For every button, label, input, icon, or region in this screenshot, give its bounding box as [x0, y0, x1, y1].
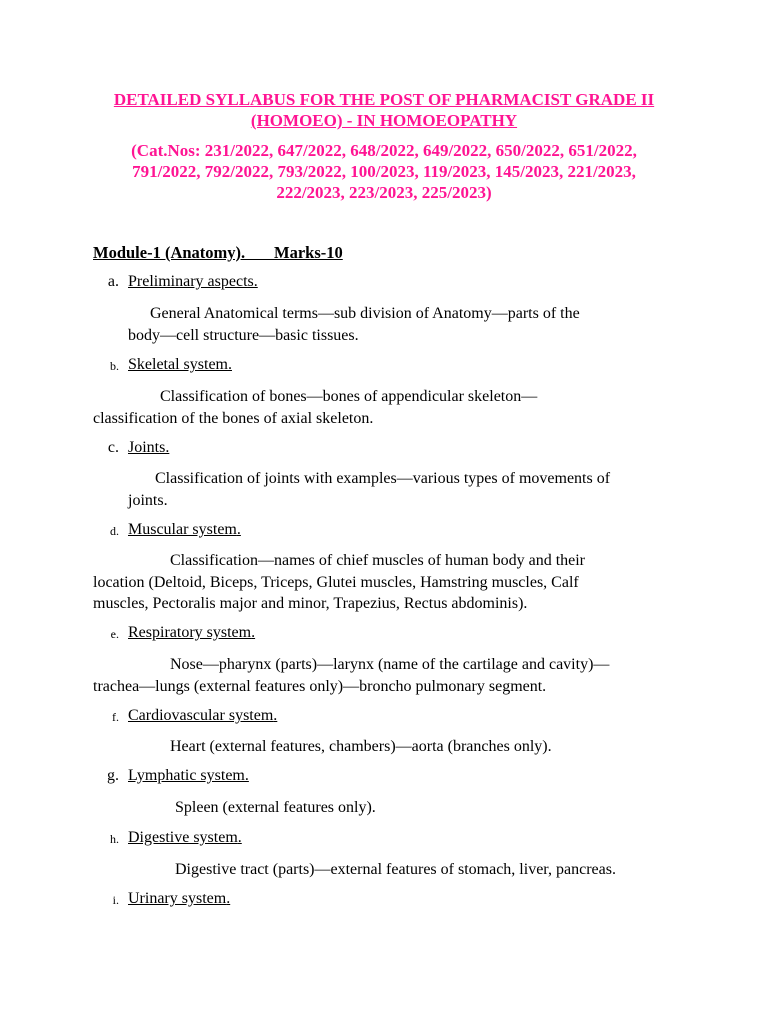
- item-label: Joints.: [128, 439, 170, 456]
- text-line: Classification of bones—bones of appendicular skeleton—: [160, 388, 538, 405]
- item-label: Lymphatic system.: [128, 767, 249, 784]
- list-item-heading: [0, 356, 768, 376]
- item-marker: b.: [110, 359, 119, 373]
- item-label: Digestive system.: [128, 829, 242, 846]
- text-line: Spleen (external features only).: [175, 799, 376, 816]
- item-label: Cardiovascular system.: [128, 707, 278, 724]
- item-label: Skeletal system.: [128, 356, 232, 373]
- item-description: [93, 654, 753, 697]
- text-line: Heart (external features, chambers)—aorta (branches only).: [170, 738, 552, 755]
- title-line-1: DETAILED SYLLABUS FOR THE POST OF PHARMACIST GRADE II: [113, 90, 655, 109]
- text-line: General Anatomical terms—sub division of Anatomy—parts of the: [150, 305, 580, 322]
- item-marker: f.: [112, 710, 119, 724]
- item-marker: i.: [112, 893, 119, 907]
- text-line: Classification—names of chief muscles of human body and their: [170, 552, 586, 569]
- text-line: trachea—lungs (external features only)—broncho pulmonary segment.: [93, 677, 547, 695]
- list-item-heading: [0, 707, 768, 727]
- catnos-line-2: 791/2022, 792/2022, 793/2022, 100/2023, 119/2023, 145/2023, 221/2023,: [132, 162, 636, 181]
- text-line: joints.: [128, 491, 168, 509]
- item-description: [128, 468, 758, 511]
- list-item-heading: [0, 273, 768, 293]
- item-description: [93, 550, 753, 615]
- item-description: [93, 386, 733, 429]
- item-marker: d.: [110, 524, 119, 538]
- item-marker: h.: [110, 832, 119, 846]
- list-item-heading: [0, 624, 768, 644]
- text-line: body—cell structure—basic tissues.: [128, 326, 359, 344]
- item-label: Preliminary aspects.: [128, 273, 258, 290]
- document-title: [0, 89, 768, 131]
- item-description: [175, 797, 735, 819]
- catnos-line-3: 222/2023, 223/2023, 225/2023): [276, 183, 492, 202]
- text-line: Digestive tract (parts)—external features of stomach, liver, pancreas.: [175, 861, 616, 878]
- list-item-heading: [0, 767, 768, 787]
- list-item-heading: [0, 439, 768, 459]
- item-marker: g.: [107, 767, 119, 784]
- list-item-heading: [0, 829, 768, 849]
- item-marker: c.: [107, 439, 119, 456]
- text-line: muscles, Pectoralis major and minor, Trapezius, Rectus abdominis).: [93, 595, 528, 612]
- category-numbers: [0, 140, 768, 203]
- module-heading: Module-1 (Anatomy). Marks-10: [93, 243, 343, 262]
- item-description: [170, 736, 750, 758]
- item-description: [128, 303, 748, 346]
- item-label: Respiratory system.: [128, 624, 256, 641]
- item-label: Muscular system.: [128, 521, 241, 538]
- text-line: classification of the bones of axial skeleton.: [93, 409, 374, 427]
- list-item-heading: [0, 890, 768, 910]
- title-line-2: (HOMOEO) - IN HOMOEOPATHY: [250, 111, 518, 130]
- text-line: Classification of joints with examples—various types of movements of: [155, 470, 611, 487]
- item-description: [175, 859, 755, 881]
- text-line: Nose—pharynx (parts)—larynx (name of the cartilage and cavity)—: [170, 656, 610, 673]
- item-marker: e.: [110, 627, 119, 641]
- item-label: Urinary system.: [128, 890, 231, 907]
- item-marker: a.: [107, 273, 119, 290]
- list-item-heading: [0, 521, 768, 541]
- text-line: location (Deltoid, Biceps, Triceps, Glutei muscles, Hamstring muscles, Calf: [93, 573, 579, 591]
- catnos-line-1: (Cat.Nos: 231/2022, 647/2022, 648/2022, 649/2022, 650/2022, 651/2022,: [131, 141, 637, 160]
